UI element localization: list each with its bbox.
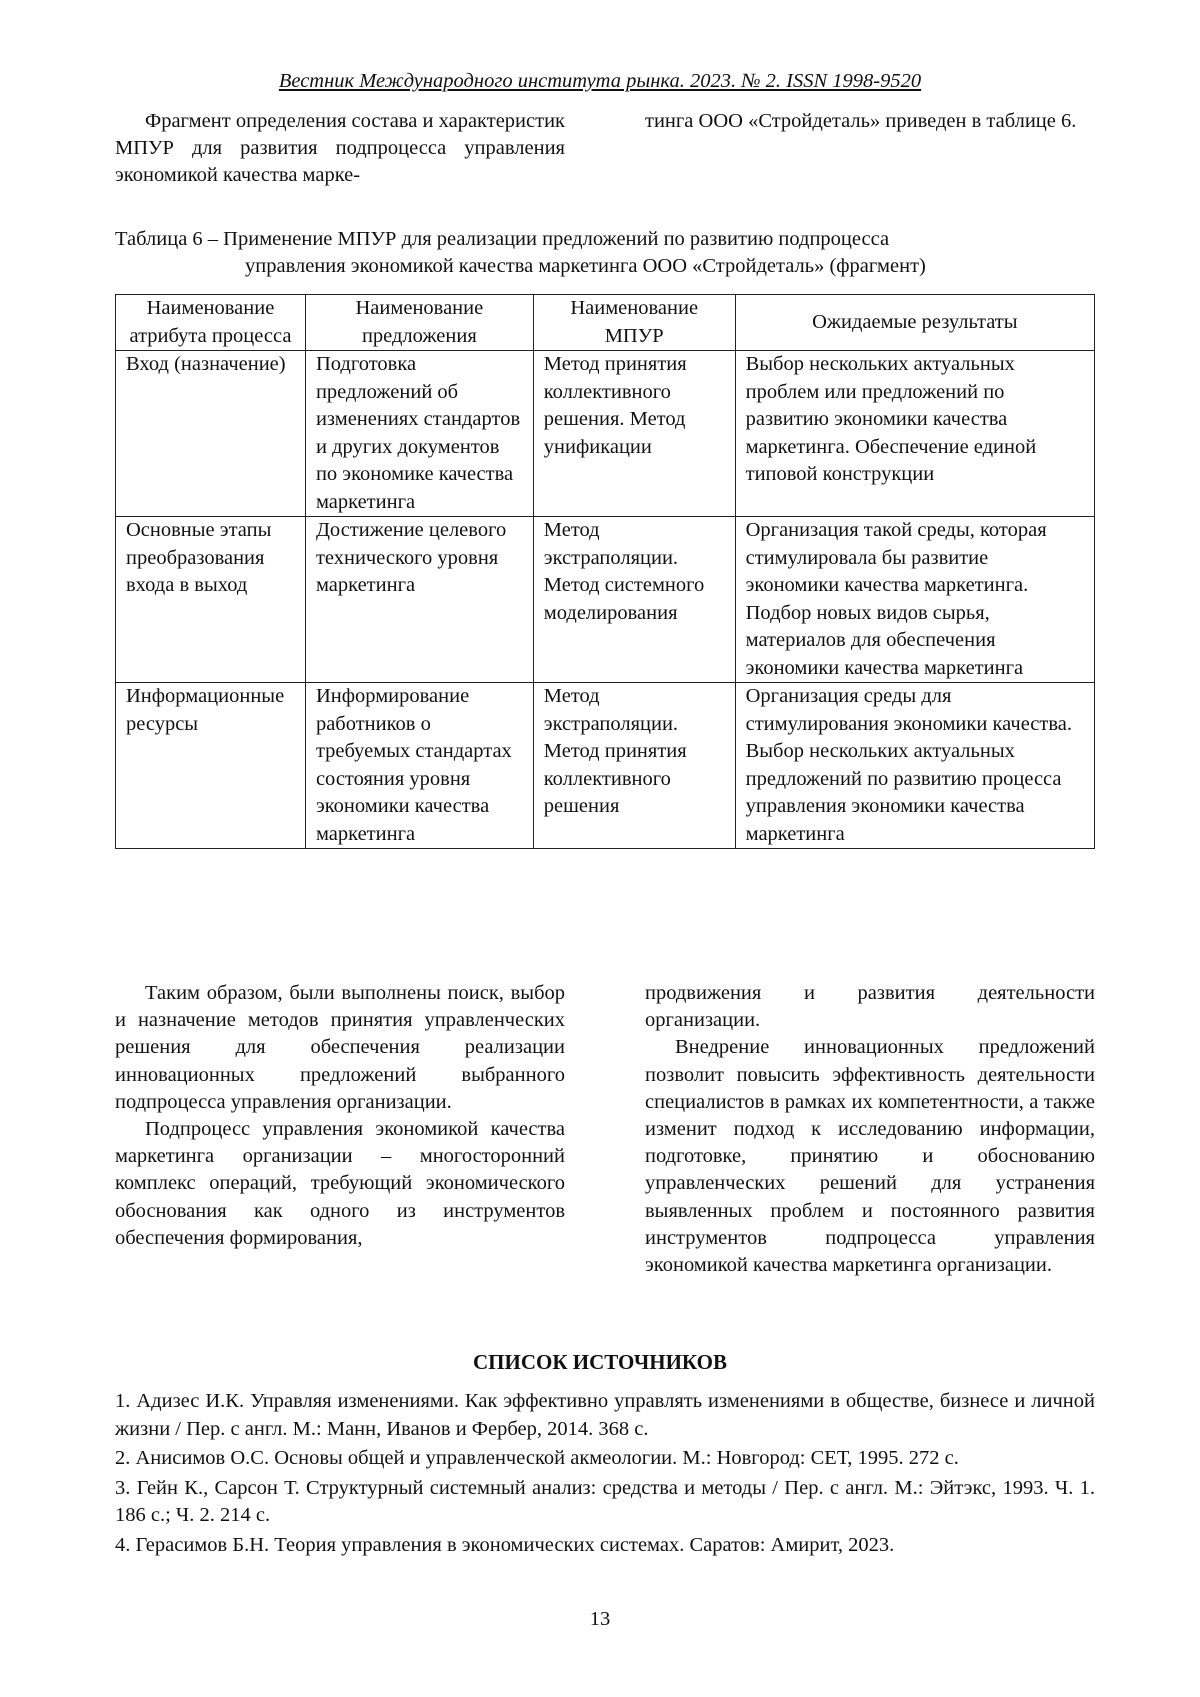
intro-right-text: тинга ООО «Стройдеталь» приведен в таблице 6. [645,110,1077,132]
table-row [116,517,1095,683]
table-caption-line1: Таблица 6 – Применение МПУР для реализации предложений по развитию подпроцесса [115,228,890,250]
cell-proposal: Информирование работников о требуемых стандартах состояния уровня экономики качества маркетинга [305,683,533,849]
table-row [116,351,1095,517]
table-row [116,683,1095,849]
cell-method: Метод экстраполяции. Метод системного моделирования [533,517,735,683]
table-header-row [116,295,1095,351]
body-right-paragraph-2: Внедрение инновационных предложений позволит повысить эффективность деятельности специалистов в рамках их компетентности, а также изменит подход к исследованию информации, подготовке, принятию и обоснованию управленческих решений для устранения выявленных проблем и постоянного развития инструментов подпроцесса управления экономикой качества маркетинга организации. [645,1036,1095,1277]
header-proposal: Наименование предложения [305,295,533,351]
cell-result: Выбор нескольких актуальных проблем или предложений по развитию экономики качества маркетинга. Обеспечение единой типовой конструкции [735,351,1094,517]
body-left-column [115,980,565,1279]
cell-attribute: Вход (назначение) [116,351,306,517]
intro-columns [115,108,1095,190]
cell-attribute: Информационные ресурсы [116,683,306,849]
journal-header: Вестник Международного института рынка. 2023. № 2. ISSN 1998-9520 [278,70,922,92]
intro-right-column [645,108,1095,190]
body-right-column [645,980,1095,1279]
reference-item: 2. Анисимов О.С. Основы общей и управленческой акмеологии. М.: Новгород: СЕТ, 1995. 272 с. [115,1447,959,1469]
intro-left-column [115,108,565,190]
intro-left-text: Фрагмент определения состава и характеристик МПУР для развития подпроцесса управления экономикой качества марке- [115,110,565,187]
body-right-paragraph-1: продвижения и развития деятельности организации. [645,982,1095,1032]
cell-method: Метод экстраполяции. Метод принятия коллективного решения [533,683,735,849]
table-caption [115,226,1105,280]
cell-proposal: Подготовка предложений об изменениях стандартов и других документов по экономике качества маркетинга [305,351,533,517]
reference-item: 1. Адизес И.К. Управляя изменениями. Как эффективно управлять изменениями в обществе, бизнесе и личной жизни / Пер. с англ. М.: Манн, Иванов и Фербер, 2014. 368 с. [115,1390,1095,1440]
cell-proposal: Достижение целевого технического уровня маркетинга [305,517,533,683]
body-columns [115,980,1095,1279]
reference-item: 3. Гейн К., Сарсон Т. Структурный системный анализ: средства и методы / Пер. с англ. М.: Эйтэкс, 1993. Ч. 1. 186 с.; Ч. 2. 214 с. [115,1476,1095,1526]
table-caption-line2: управления экономикой качества маркетинга ООО «Стройдеталь» (фрагмент) [245,255,926,277]
header-result: Ожидаемые результаты [735,295,1094,351]
body-left-paragraph-1: Таким образом, были выполнены поиск, выбор и назначение методов принятия управленческих решения для обеспечения реализации инновационных предложений выбранного подпроцесса управления организации. [115,982,565,1113]
body-left-paragraph-2: Подпроцесс управления экономикой качества маркетинга организации – многосторонний комплекс операций, требующий экономического обоснования как одного из инструментов обеспечения формирования, [115,1118,565,1249]
cell-attribute: Основные этапы преобразования входа в выход [116,517,306,683]
data-table [115,294,1095,849]
page-number: 13 [589,1608,611,1630]
cell-result: Организация среды для стимулирования экономики качества. Выбор нескольких актуальных предложений по развитию процесса управления экономики качества маркетинга [735,683,1094,849]
cell-method: Метод принятия коллективного решения. Метод унификации [533,351,735,517]
cell-result: Организация такой среды, которая стимулировала бы развитие экономики качества маркетинга. Подбор новых видов сырья, материалов для обеспечения экономики качества маркетинга [735,517,1094,683]
references-list [115,1388,1095,1561]
references-title: СПИСОК ИСТОЧНИКОВ [473,1350,727,1374]
reference-item: 4. Герасимов Б.Н. Теория управления в экономических системах. Саратов: Амирит, 2023. [115,1533,895,1556]
header-method: Наименование МПУР [533,295,735,351]
header-attribute: Наименование атрибута процесса [116,295,306,351]
